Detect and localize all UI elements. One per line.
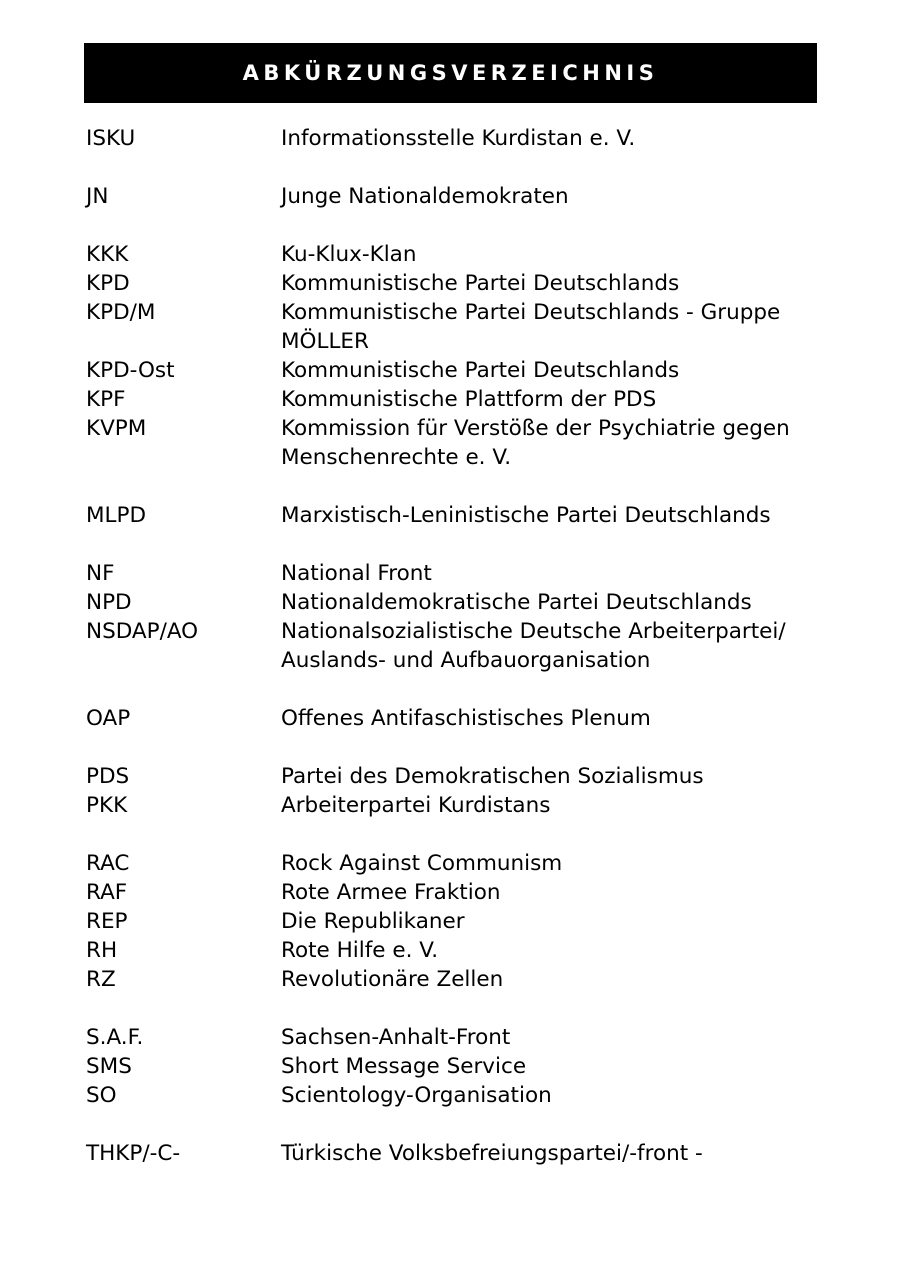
abbreviation-meaning: Kommunistische Partei Deutschlands - Gruppe MÖLLER — [281, 300, 781, 354]
abbreviation: ISKU — [86, 126, 136, 151]
abbreviation-entry — [86, 907, 816, 936]
abbreviation: RAF — [86, 880, 128, 905]
abbreviation-meaning: Türkische Volksbefreiungspartei/-front - — [281, 1141, 703, 1166]
abbreviation: KPF — [86, 387, 126, 412]
abbreviation-entry — [86, 1023, 816, 1052]
abbreviation-group — [86, 182, 816, 211]
abbreviation-entry — [86, 617, 816, 675]
abbreviation-meaning: Offenes Antifaschistisches Plenum — [281, 706, 651, 731]
abbreviation-meaning: National Front — [281, 561, 432, 586]
abbreviation-meaning: Informationsstelle Kurdistan e. V. — [281, 126, 636, 151]
abbreviation-entry — [86, 965, 816, 994]
abbreviation-entry — [86, 269, 816, 298]
abbreviation-entry — [86, 414, 816, 472]
abbreviation-meaning: Ku-Klux-Klan — [281, 242, 417, 267]
abbreviation-group — [86, 849, 816, 994]
abbreviation-meaning: Rote Armee Fraktion — [281, 880, 501, 905]
abbreviation: RH — [86, 938, 118, 963]
abbreviation: NF — [86, 561, 115, 586]
abbreviation-entry — [86, 588, 816, 617]
abbreviation-meaning: Nationalsozialistische Deutsche Arbeiterpartei/ Auslands- und Aufbauorganisation — [281, 619, 786, 673]
abbreviation: REP — [86, 909, 128, 934]
abbreviation-entry — [86, 298, 816, 356]
abbreviation-group — [86, 1023, 816, 1110]
abbreviation-entry — [86, 501, 816, 530]
abbreviation-meaning: Revolutionäre Zellen — [281, 967, 504, 992]
abbreviation: PDS — [86, 764, 130, 789]
abbreviation-entry — [86, 356, 816, 385]
abbreviation-entry — [86, 124, 816, 153]
abbreviation: MLPD — [86, 503, 147, 528]
abbreviation-group — [86, 124, 816, 153]
abbreviation-meaning: Nationaldemokratische Partei Deutschlands — [281, 590, 752, 615]
abbreviation-meaning: Partei des Demokratischen Sozialismus — [281, 764, 704, 789]
abbreviation-meaning: Die Republikaner — [281, 909, 465, 934]
abbreviation-meaning: Kommunistische Plattform der PDS — [281, 387, 657, 412]
abbreviation-meaning: Arbeiterpartei Kurdistans — [281, 793, 551, 818]
abbreviation-group — [86, 559, 816, 675]
abbreviation: KPD-Ost — [86, 358, 175, 383]
abbreviation: S.A.F. — [86, 1025, 144, 1050]
abbreviation-entry — [86, 791, 816, 820]
abbreviation-meaning: Rote Hilfe e. V. — [281, 938, 439, 963]
abbreviation-meaning: Rock Against Communism — [281, 851, 563, 876]
abbreviation-entry — [86, 559, 816, 588]
abbreviation-meaning: Marxistisch-Leninistische Partei Deutschlands — [281, 503, 771, 528]
abbreviation-list — [86, 124, 816, 1197]
abbreviation: SO — [86, 1083, 117, 1108]
abbreviation-entry — [86, 385, 816, 414]
abbreviation-entry — [86, 704, 816, 733]
page-title: ABKÜRZUNGSVERZEICHNIS — [242, 61, 659, 85]
abbreviation: SMS — [86, 1054, 132, 1079]
abbreviation-meaning: Kommunistische Partei Deutschlands — [281, 271, 680, 296]
abbreviation: KVPM — [86, 416, 147, 441]
abbreviation: NSDAP/AO — [86, 619, 199, 644]
abbreviation: THKP/-C- — [86, 1141, 181, 1166]
abbreviation-entry — [86, 762, 816, 791]
abbreviation-entry — [86, 1052, 816, 1081]
abbreviation: RAC — [86, 851, 130, 876]
abbreviation-meaning: Sachsen-Anhalt-Front — [281, 1025, 511, 1050]
abbreviation-meaning: Junge Nationaldemokraten — [281, 184, 569, 209]
abbreviation: RZ — [86, 967, 116, 992]
abbreviation-entry — [86, 1081, 816, 1110]
abbreviation-entry — [86, 1139, 816, 1168]
abbreviation-group — [86, 762, 816, 820]
abbreviation-entry — [86, 240, 816, 269]
abbreviation-entry — [86, 936, 816, 965]
abbreviation-meaning: Short Message Service — [281, 1054, 527, 1079]
abbreviation-group — [86, 704, 816, 733]
header-bar — [84, 43, 817, 103]
abbreviation-group — [86, 501, 816, 530]
abbreviation-meaning: Kommission für Verstöße der Psychiatrie gegen Menschenrechte e. V. — [281, 416, 790, 470]
abbreviation-entry — [86, 849, 816, 878]
abbreviation: PKK — [86, 793, 128, 818]
abbreviation: OAP — [86, 706, 131, 731]
abbreviation-meaning: Scientology-Organisation — [281, 1083, 552, 1108]
abbreviation-entry — [86, 878, 816, 907]
abbreviation: JN — [86, 184, 109, 209]
abbreviation: KKK — [86, 242, 129, 267]
abbreviation-group — [86, 240, 816, 472]
abbreviation: KPD/M — [86, 300, 156, 325]
abbreviation: NPD — [86, 590, 132, 615]
abbreviation-group — [86, 1139, 816, 1168]
abbreviation-meaning: Kommunistische Partei Deutschlands — [281, 358, 680, 383]
abbreviation: KPD — [86, 271, 130, 296]
abbreviation-entry — [86, 182, 816, 211]
